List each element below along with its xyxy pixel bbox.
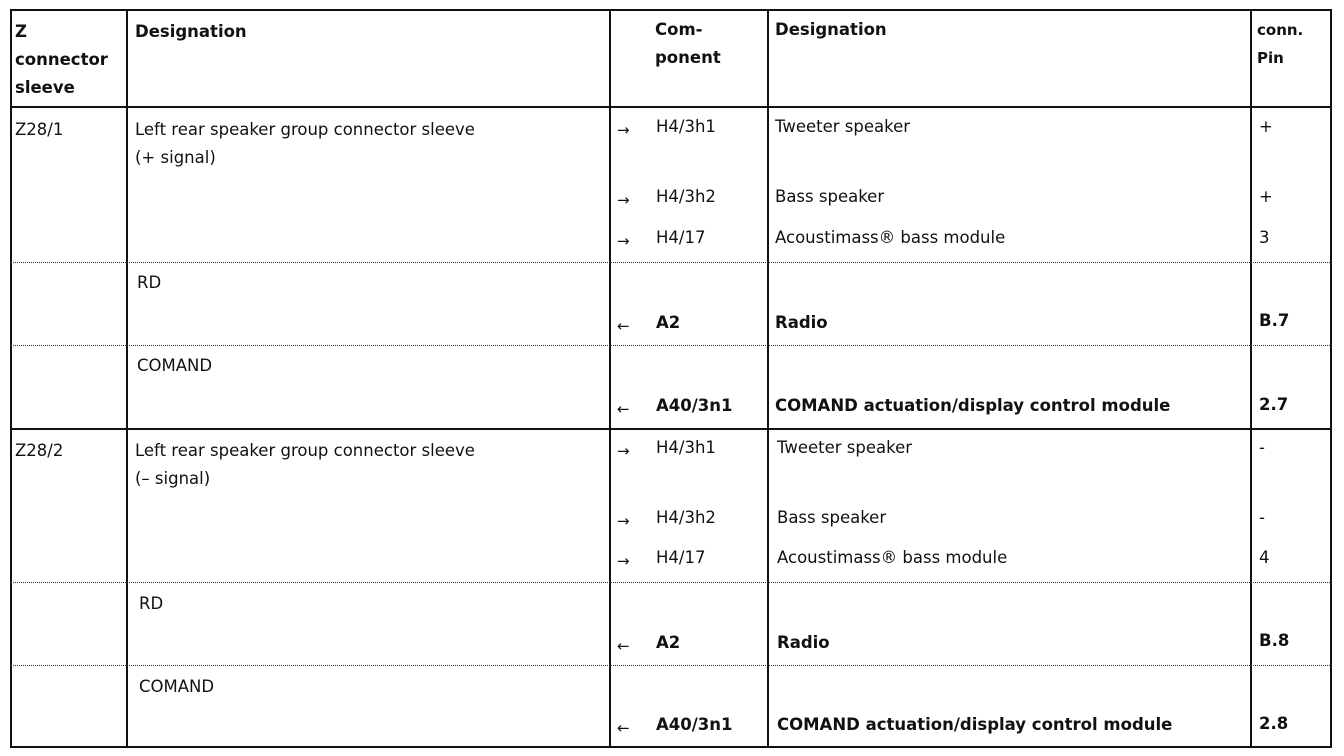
- connector-id: Z28/1: [15, 120, 64, 139]
- direction-arrow: →: [617, 232, 630, 250]
- header-designation-2: Designation: [775, 20, 887, 39]
- group-divider: [10, 428, 1332, 430]
- component-code: H4/3h1: [656, 438, 716, 457]
- pin-value: +: [1259, 187, 1273, 206]
- direction-arrow: ←: [617, 719, 630, 737]
- pin-value: 2.8: [1259, 714, 1289, 733]
- table-border-top: [10, 9, 1332, 11]
- pin-value: -: [1259, 508, 1265, 527]
- component-code: H4/17: [656, 548, 706, 567]
- direction-arrow: →: [617, 512, 630, 530]
- column-divider-3: [767, 10, 769, 747]
- component-code: A40/3n1: [656, 715, 733, 734]
- direction-arrow: →: [617, 552, 630, 570]
- pin-value: 3: [1259, 228, 1270, 247]
- row-divider: [10, 582, 1332, 583]
- component-code: A2: [656, 313, 681, 332]
- component-code: A40/3n1: [656, 396, 733, 415]
- direction-arrow: →: [617, 442, 630, 460]
- header-conn-pin: conn. Pin: [1257, 21, 1304, 67]
- pin-value: 4: [1259, 548, 1270, 567]
- table-border-right: [1330, 10, 1332, 747]
- column-divider-2: [609, 10, 611, 747]
- component-code: A2: [656, 633, 681, 652]
- component-designation: COMAND actuation/display control module: [777, 715, 1173, 734]
- component-code: H4/3h1: [656, 117, 716, 136]
- sleeve-designation: Left rear speaker group connector sleeve (– signal): [135, 441, 475, 488]
- component-designation: Tweeter speaker: [777, 438, 913, 457]
- header-connector-sleeve: Z connector sleeve: [15, 22, 108, 97]
- comand-label: COMAND: [139, 677, 215, 696]
- pin-value: B.8: [1259, 631, 1290, 650]
- rd-label: RD: [139, 594, 164, 613]
- pin-value: 2.7: [1259, 395, 1289, 414]
- component-designation: Acoustimass® bass module: [777, 548, 1008, 567]
- rd-label: RD: [137, 273, 162, 292]
- header-designation: Designation: [135, 22, 247, 41]
- row-divider: [10, 262, 1332, 263]
- column-divider-4: [1250, 10, 1252, 747]
- direction-arrow: ←: [617, 317, 630, 335]
- pin-value: -: [1259, 438, 1265, 457]
- component-code: H4/3h2: [656, 508, 716, 527]
- pin-value: +: [1259, 117, 1273, 136]
- component-designation: Tweeter speaker: [775, 117, 911, 136]
- header-component: Com- ponent: [655, 20, 721, 67]
- table-border-bottom: [10, 746, 1332, 748]
- component-designation: Bass speaker: [777, 508, 887, 527]
- pin-value: B.7: [1259, 311, 1290, 330]
- header-divider: [10, 106, 1332, 108]
- component-designation: Acoustimass® bass module: [775, 228, 1006, 247]
- component-designation: Bass speaker: [775, 187, 885, 206]
- direction-arrow: ←: [617, 400, 630, 418]
- row-divider: [10, 665, 1332, 666]
- sleeve-designation: Left rear speaker group connector sleeve (+ signal): [135, 120, 475, 167]
- component-code: H4/3h2: [656, 187, 716, 206]
- direction-arrow: →: [617, 191, 630, 209]
- component-code: H4/17: [656, 228, 706, 247]
- component-designation: Radio: [777, 633, 830, 652]
- row-divider: [10, 345, 1332, 346]
- component-designation: COMAND actuation/display control module: [775, 396, 1171, 415]
- direction-arrow: →: [617, 121, 630, 139]
- connector-id: Z28/2: [15, 441, 64, 460]
- direction-arrow: ←: [617, 637, 630, 655]
- component-designation: Radio: [775, 313, 828, 332]
- column-divider-1: [126, 10, 128, 747]
- table-border-left: [10, 10, 12, 747]
- comand-label: COMAND: [137, 356, 213, 375]
